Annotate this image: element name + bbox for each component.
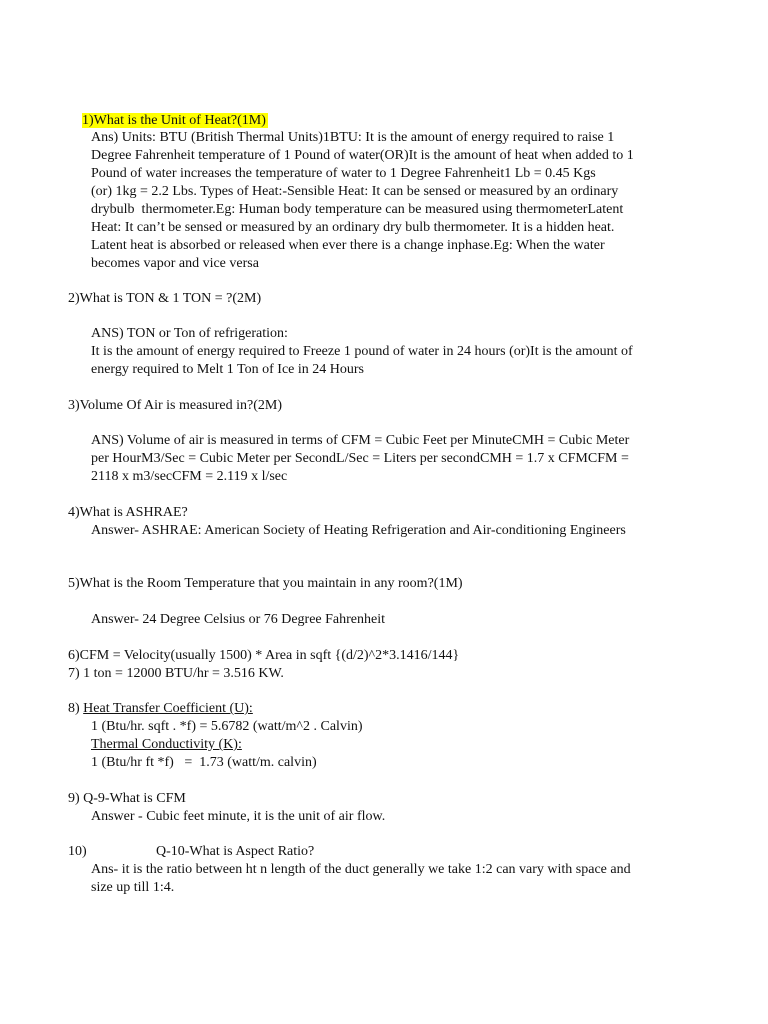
question-1-highlight: 1)What is the Unit of Heat?(1M) [82, 113, 266, 128]
answer-2-line-2: It is the amount of energy required to Freeze 1 pound of water in 24 hours (or)It is the amount of [91, 344, 633, 359]
question-2: 2)What is TON & 1 TON = ?(2M) [68, 291, 262, 306]
answer-1-line-6: Heat: It can’t be sensed or measured by an ordinary dry bulb thermometer. It is a hidden heat. [91, 220, 615, 235]
answer-1-line-1: Ans) Units: BTU (British Thermal Units)1BTU: It is the amount of energy required to raise 1 [91, 130, 615, 145]
heat-transfer-coefficient-heading: Heat Transfer Coefficient (U): [83, 701, 253, 716]
thermal-conductivity-heading [91, 736, 242, 754]
thermal-conductivity-value: 1 (Btu/hr ft *f) = 1.73 (watt/m. calvin) [91, 755, 317, 770]
heat-transfer-coefficient-value: 1 (Btu/hr. sqft . *f) = 5.6782 (watt/m^2 . Calvin) [91, 719, 363, 734]
answer-3-line-2: per HourM3/Sec = Cubic Meter per SecondL/Sec = Liters per secondCMH = 1.7 x CFMCFM = [91, 451, 629, 466]
question-10: Q-10-What is Aspect Ratio? [156, 844, 315, 859]
question-10-number: 10) [68, 844, 87, 859]
answer-1-line-8: becomes vapor and vice versa [91, 256, 259, 271]
item-8-heading [68, 700, 253, 718]
answer-10-line-2: size up till 1:4. [91, 880, 175, 895]
answer-2-line-1: ANS) TON or Ton of refrigeration: [91, 326, 288, 341]
answer-3-line-1: ANS) Volume of air is measured in terms of CFM = Cubic Feet per MinuteCMH = Cubic Meter [91, 433, 630, 448]
answer-5: Answer- 24 Degree Celsius or 76 Degree Fahrenheit [91, 612, 386, 627]
answer-1-line-3: Pound of water increases the temperature of water to 1 Degree Fahrenheit1 Lb = 0.45 Kgs [91, 166, 596, 181]
item-8-number: 8) [68, 701, 84, 716]
answer-9: Answer - Cubic feet minute, it is the unit of air flow. [91, 809, 386, 824]
question-3: 3)Volume Of Air is measured in?(2M) [68, 398, 282, 413]
question-4: 4)What is ASHRAE? [68, 505, 188, 520]
answer-1-line-5: drybulb thermometer.Eg: Human body temperature can be measured using thermometerLatent [91, 202, 624, 217]
thermal-conductivity-heading-text: Thermal Conductivity (K): [91, 737, 242, 752]
answer-2-line-3: energy required to Melt 1 Ton of Ice in 24 Hours [91, 362, 364, 377]
answer-3-line-3: 2118 x m3/secCFM = 2.119 x l/sec [91, 469, 288, 484]
item-7-ton-conversion: 7) 1 ton = 12000 BTU/hr = 3.516 KW. [68, 666, 284, 681]
answer-1-line-2: Degree Fahrenheit temperature of 1 Pound of water(OR)It is the amount of heat when added to 1 [91, 148, 634, 163]
item-6-cfm-formula: 6)CFM = Velocity(usually 1500) * Area in sqft {(d/2)^2*3.1416/144} [68, 648, 460, 663]
question-5: 5)What is the Room Temperature that you maintain in any room?(1M) [68, 576, 463, 591]
answer-1-line-7: Latent heat is absorbed or released when ever there is a change inphase.Eg: When the water [91, 238, 605, 253]
question-1 [68, 94, 268, 128]
answer-10-line-1: Ans- it is the ratio between ht n length of the duct generally we take 1:2 can vary with space and [91, 862, 631, 877]
answer-1-line-4: (or) 1kg = 2.2 Lbs. Types of Heat:-Sensible Heat: It can be sensed or measured by an ordinary [91, 184, 619, 199]
answer-4: Answer- ASHRAE: American Society of Heating Refrigeration and Air-conditioning Engineers [91, 523, 626, 538]
question-9: 9) Q-9-What is CFM [68, 791, 186, 806]
